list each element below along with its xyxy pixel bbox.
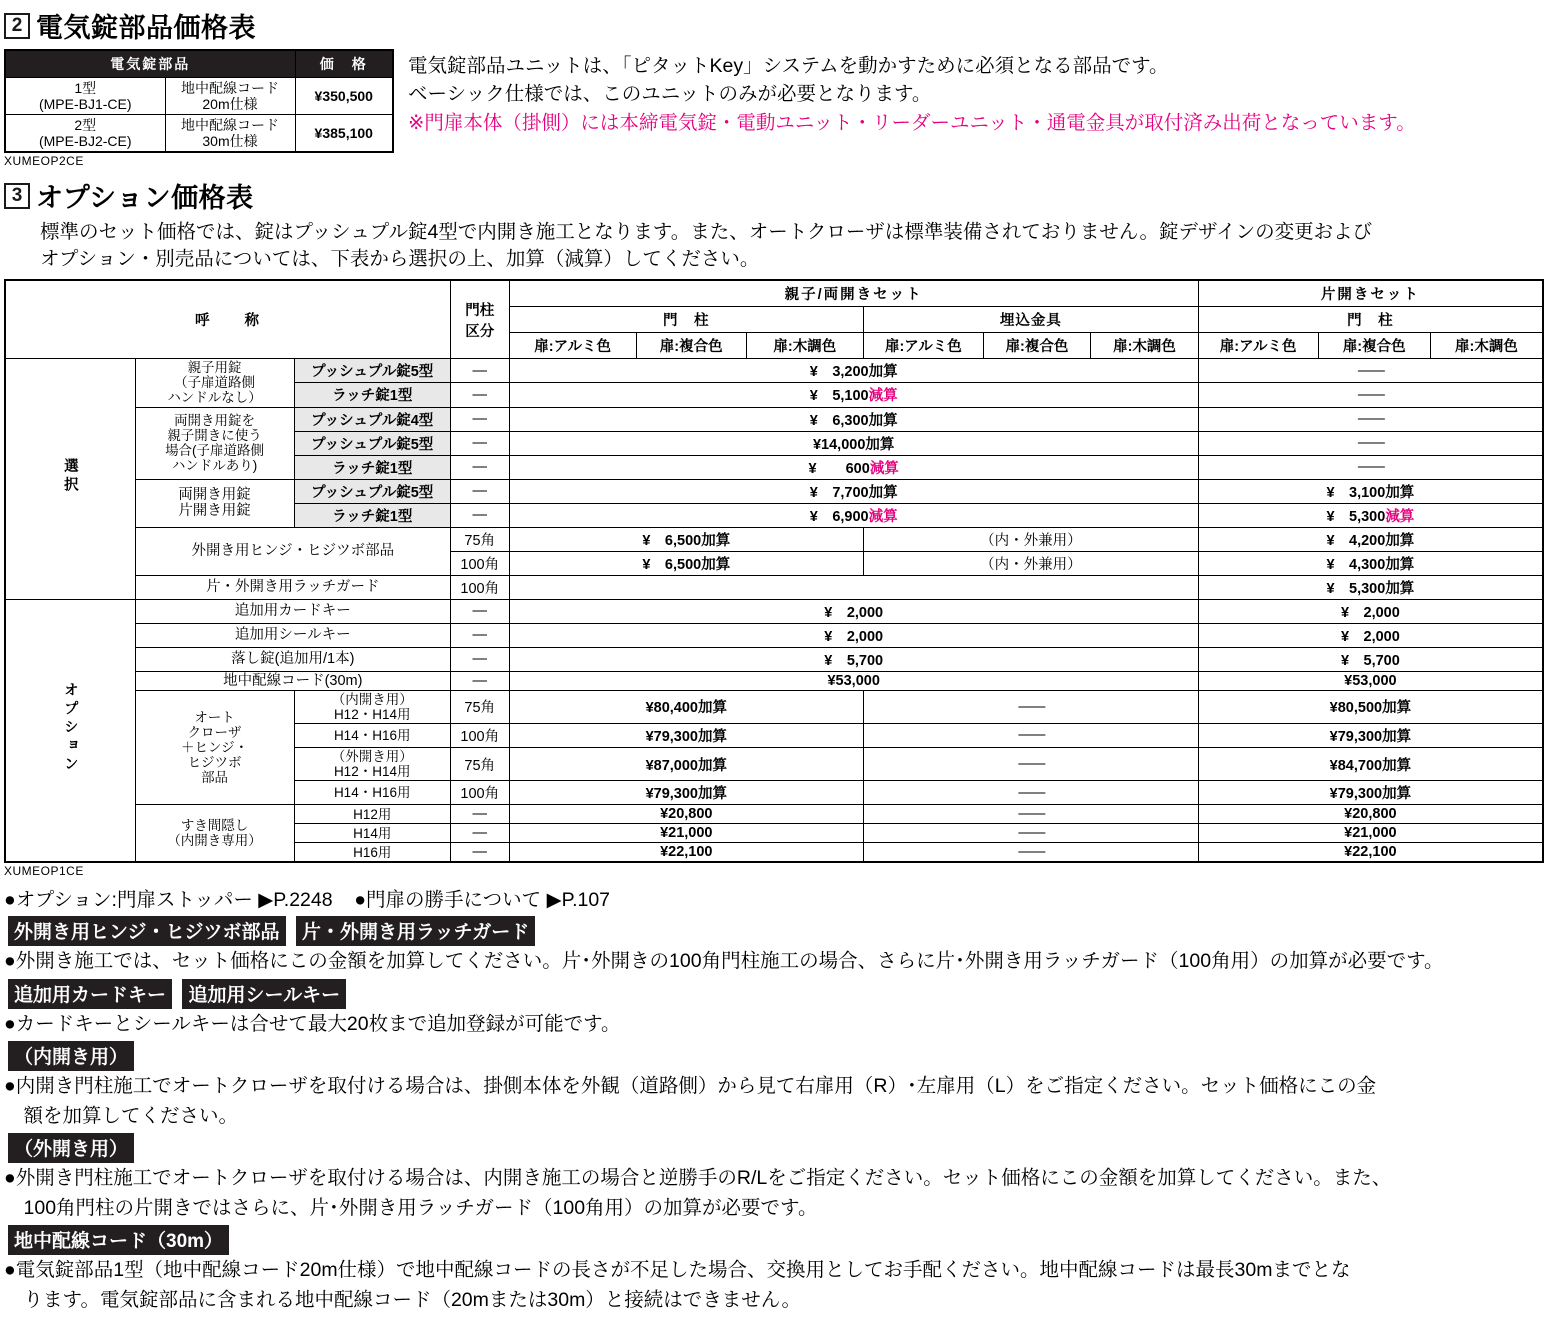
table-row	[5, 671, 1543, 690]
header-sub-monchu-oyako: 門 柱	[509, 307, 863, 333]
section-2-title: 電気錠部品価格表	[36, 13, 256, 43]
price-kata: ¥ 5,300加算	[1198, 575, 1543, 599]
price-oyako: ¥ 5,100減算	[509, 383, 1198, 407]
table-row	[5, 407, 1543, 431]
price-kata: ¥ 4,300加算	[1198, 551, 1543, 575]
lock-type: プッシュプル錠5型	[294, 359, 450, 383]
header-color-fukugou-2: 扉:複合色	[983, 333, 1091, 359]
kubun: ―	[450, 455, 509, 479]
kubun: ―	[450, 383, 509, 407]
lock-type: ラッチ錠1型	[294, 503, 450, 527]
price-oyako-blank	[509, 575, 1198, 599]
header-color-alumi-3: 扉:アルミ色	[1198, 333, 1318, 359]
closer-group-outer: （外開き用） H12・H14用	[294, 747, 450, 780]
header-sub-monchu-kata: 門 柱	[1198, 307, 1543, 333]
price-oyako: ¥53,000	[509, 671, 1198, 690]
lock-spec-1: 地中配線コード 20m仕様	[165, 78, 295, 115]
electric-lock-table-code: XUMEOP2CE	[4, 154, 84, 169]
header-color-alumi-1: 扉:アルミ色	[509, 333, 636, 359]
chip-underground-cord: 地中配線コード（30m）	[8, 1225, 229, 1255]
section-2-heading	[4, 6, 1560, 45]
price-monchu: ¥20,800	[509, 805, 863, 824]
kubun: ―	[450, 503, 509, 527]
row-name-drop-lock: 落し錠(追加用/1本)	[135, 647, 450, 671]
link-stopper-bullet: ●	[4, 889, 16, 912]
price-kata: ¥80,500加算	[1198, 690, 1543, 723]
table-row	[5, 623, 1543, 647]
row-name-oyako-lock: 親子用錠 （子扉道路側 ハンドルなし）	[135, 359, 294, 407]
note-block-1-line-1: ●外開き施工では、セット価格にこの金額を加算してください。片･外開きの100角門柱施工の場合、さらに片･外開き用ラッチガード（100角用）の加算が必要です。	[4, 950, 1444, 973]
chip-latch-guard: 片・外開き用ラッチガード	[296, 916, 535, 946]
kubun: 75角	[450, 527, 509, 551]
price-oyako: ¥ 2,000	[509, 599, 1198, 623]
section-2-number: 2	[4, 13, 30, 39]
lock-type: プッシュプル錠5型	[294, 479, 450, 503]
section-3-number: 3	[4, 183, 30, 209]
lock-type: ラッチ錠1型	[294, 455, 450, 479]
kubun: ―	[450, 479, 509, 503]
row-name-gap-cover: すき間隠し （内開き専用）	[135, 805, 294, 863]
row-name-hinge: 外開き用ヒンジ・ヒジツボ部品	[135, 527, 450, 575]
table-row	[5, 479, 1543, 503]
table-row	[5, 78, 393, 115]
note-block-5-line-2: ります。電気錠部品に含まれる地中配線コード（20mまたは30m）と接続はできません。	[4, 1288, 801, 1311]
price-kata-dash	[1198, 359, 1543, 383]
price-umekomi-dash	[863, 747, 1198, 780]
electric-lock-table-wrap	[0, 49, 394, 168]
link-stopper-text[interactable]: オプション:門扉ストッパー	[15, 889, 253, 912]
price-umekomi-note: （内・外兼用）	[863, 551, 1198, 575]
option-table-code: XUMEOP1CE	[4, 864, 84, 879]
section-2-note-2: ベーシック仕様では、このユニットのみが必要となります。	[408, 83, 932, 106]
note-block-4-line-2: 100角門柱の片開きではさらに、片･外開き用ラッチガード（100角用）の加算が必要です。	[4, 1196, 818, 1219]
row-name-underground-cord: 地中配線コード(30m)	[135, 671, 450, 690]
price-kata: ¥ 2,000	[1198, 599, 1543, 623]
price-umekomi-dash	[863, 723, 1198, 747]
category-option: オプション	[5, 599, 135, 862]
price-oyako: ¥ 6,900減算	[509, 503, 1198, 527]
chip-seal-key: 追加用シールキー	[182, 979, 346, 1009]
note-block-4-chips	[8, 1133, 1552, 1163]
table-row	[5, 527, 1543, 551]
price-umekomi-dash	[863, 805, 1198, 824]
electric-lock-header-price: 価 格	[295, 50, 393, 78]
header-color-mokucho-3: 扉:木調色	[1430, 333, 1543, 359]
price-umekomi-dash	[863, 781, 1198, 805]
lock-price-1: ¥350,500	[295, 78, 393, 115]
table-row	[5, 359, 1543, 383]
row-name-latch-guard: 片・外開き用ラッチガード	[135, 575, 450, 599]
price-monchu: ¥ 6,500加算	[509, 551, 863, 575]
note-block-5-line-1: ●電気錠部品1型（地中配線コード20m仕様）で地中配線コードの長さが不足した場合、交換用としてお手配ください。地中配線コードは最長30mまでとな	[4, 1259, 1351, 1282]
kubun: 75角	[450, 747, 509, 780]
header-color-alumi-2: 扉:アルミ色	[863, 333, 983, 359]
price-monchu: ¥79,300加算	[509, 723, 863, 747]
price-kata: ¥79,300加算	[1198, 723, 1543, 747]
header-color-mokucho-1: 扉:木調色	[746, 333, 863, 359]
section-2-body	[0, 49, 1560, 168]
row-name-ryoubiraki-to-oyako: 両開き用錠を 親子開きに使う 場合(子扉道路側 ハンドルあり)	[135, 407, 294, 479]
price-kata: ¥ 2,000	[1198, 623, 1543, 647]
table-row	[5, 690, 1543, 723]
chip-outer-open: （外開き用）	[8, 1133, 134, 1163]
kubun: ―	[450, 599, 509, 623]
header-group-kata: 片開きセット	[1198, 280, 1543, 307]
price-monchu: ¥21,000	[509, 824, 863, 843]
section-3-title: オプション価格表	[36, 183, 254, 214]
electric-lock-price-table	[4, 49, 394, 153]
price-kata-dash	[1198, 407, 1543, 431]
link-katte-bullet: ●	[354, 889, 367, 912]
kubun: ―	[450, 671, 509, 690]
price-kata-dash	[1198, 431, 1543, 455]
price-oyako: ¥ 7,700加算	[509, 479, 1198, 503]
note-blocks	[4, 916, 1556, 1313]
price-umekomi-note: （内・外兼用）	[863, 527, 1198, 551]
option-price-table	[4, 279, 1544, 863]
kubun: 100角	[450, 575, 509, 599]
price-kata: ¥22,100	[1198, 843, 1543, 863]
closer-size-outer-2: H14・H16用	[294, 781, 450, 805]
header-color-fukugou-3: 扉:複合色	[1318, 333, 1430, 359]
header-name: 呼 称	[5, 280, 450, 359]
section-2-notes	[408, 49, 1416, 138]
lock-model-2: 2型 (MPE-BJ2-CE)	[5, 115, 165, 153]
link-stopper-ref[interactable]: ▶P.2248	[258, 889, 333, 912]
closer-size-inner-2: H14・H16用	[294, 723, 450, 747]
note-block-2-chips	[8, 979, 1552, 1009]
price-kata: ¥21,000	[1198, 824, 1543, 843]
table-row	[5, 647, 1543, 671]
note-block-3-line-1: ●内開き門柱施工でオートクローザを取付ける場合は、掛側本体を外観（道路側）から見て右扉用（R）･左扉用（L）をご指定ください。セット価格にこの金	[4, 1075, 1377, 1098]
gap-size-3: H16用	[294, 843, 450, 863]
kubun: 100角	[450, 723, 509, 747]
note-block-2-line-1: ●カードキーとシールキーは合せて最大20枚まで追加登録が可能です。	[4, 1012, 621, 1035]
kubun: 100角	[450, 551, 509, 575]
gap-size-1: H12用	[294, 805, 450, 824]
price-kata: ¥ 3,100加算	[1198, 479, 1543, 503]
header-color-fukugou-1: 扉:複合色	[636, 333, 746, 359]
note-block-3-line-2: 額を加算してください。	[4, 1104, 239, 1127]
lock-spec-2: 地中配線コード 30m仕様	[165, 115, 295, 153]
price-kata: ¥ 5,300減算	[1198, 503, 1543, 527]
price-kata-dash	[1198, 455, 1543, 479]
chip-inner-open: （内開き用）	[8, 1041, 134, 1071]
link-katte-text[interactable]: 門扉の勝手について	[366, 889, 542, 912]
header-kubun: 門柱 区分	[450, 280, 509, 359]
price-monchu: ¥80,400加算	[509, 690, 863, 723]
header-color-mokucho-2: 扉:木調色	[1091, 333, 1199, 359]
lock-type: プッシュプル錠4型	[294, 407, 450, 431]
section-3-lead: 標準のセット価格では、錠はプッシュプル錠4型で内開き施工となります。また、オートクローザは標準装備されておりません。錠デザインの変更および オプション・別売品については、下表から選択の上、加算（減算）してください。	[40, 221, 1373, 271]
price-kata: ¥79,300加算	[1198, 781, 1543, 805]
table-row	[5, 599, 1543, 623]
kubun: ―	[450, 647, 509, 671]
lock-model-1: 1型 (MPE-BJ1-CE)	[5, 78, 165, 115]
note-block-4-line-1: ●外開き門柱施工でオートクローザを取付ける場合は、内開き施工の場合と逆勝手のR/Lをご指定ください。セット価格にこの金額を加算してください。また、	[4, 1167, 1392, 1190]
row-name-card-key: 追加用カードキー	[135, 599, 450, 623]
lock-type: ラッチ錠1型	[294, 383, 450, 407]
price-monchu: ¥22,100	[509, 843, 863, 863]
note-block-5-chips	[8, 1225, 1552, 1255]
kubun: ―	[450, 824, 509, 843]
kubun: ―	[450, 843, 509, 863]
closer-group-inner: （内開き用） H12・H14用	[294, 690, 450, 723]
section-3-heading	[4, 176, 1560, 215]
kubun: 75角	[450, 690, 509, 723]
chip-hinge: 外開き用ヒンジ・ヒジツボ部品	[8, 916, 286, 946]
header-sub-umekomi: 埋込金具	[863, 307, 1198, 333]
section-2-warning: ※門扉本体（掛側）には本締電気錠・電動ユニット・リーダーユニット・通電金具が取付済み出荷となっています。	[408, 111, 1416, 134]
price-oyako: ¥ 2,000	[509, 623, 1198, 647]
price-umekomi-dash	[863, 824, 1198, 843]
table-row	[5, 115, 393, 153]
price-kata-dash	[1198, 383, 1543, 407]
price-oyako: ¥ 3,200加算	[509, 359, 1198, 383]
row-name-seal-key: 追加用シールキー	[135, 623, 450, 647]
price-oyako: ¥ 6,300加算	[509, 407, 1198, 431]
row-name-ryoubiraki-katabiraki: 両開き用錠 片開き用錠	[135, 479, 294, 527]
category-select: 選択	[5, 359, 135, 599]
price-umekomi-dash	[863, 690, 1198, 723]
lock-price-2: ¥385,100	[295, 115, 393, 153]
kubun: ―	[450, 431, 509, 455]
price-oyako: ¥14,000加算	[509, 431, 1198, 455]
note-block-1-chips	[8, 916, 1552, 946]
kubun: 100角	[450, 781, 509, 805]
table-row	[5, 575, 1543, 599]
reference-links	[4, 884, 1556, 912]
kubun: ―	[450, 805, 509, 824]
lock-type: プッシュプル錠5型	[294, 431, 450, 455]
price-kata: ¥20,800	[1198, 805, 1543, 824]
price-kata: ¥ 5,700	[1198, 647, 1543, 671]
row-name-auto-closer: オート クローザ ＋ヒンジ・ ヒジツボ 部品	[135, 690, 294, 804]
gap-size-2: H14用	[294, 824, 450, 843]
kubun: ―	[450, 623, 509, 647]
kubun: ―	[450, 359, 509, 383]
price-monchu: ¥87,000加算	[509, 747, 863, 780]
price-kata: ¥ 4,200加算	[1198, 527, 1543, 551]
section-2-note-1: 電気錠部品ユニットは、「ピタットKey」システムを動かすために必須となる部品です。	[408, 55, 1169, 77]
chip-card-key: 追加用カードキー	[8, 979, 172, 1009]
electric-lock-header-parts: 電気錠部品	[5, 50, 295, 78]
link-katte-ref[interactable]: ▶P.107	[546, 889, 611, 912]
price-monchu: ¥79,300加算	[509, 781, 863, 805]
note-block-3-chips	[8, 1041, 1552, 1071]
table-row	[5, 805, 1543, 824]
price-kata: ¥53,000	[1198, 671, 1543, 690]
price-umekomi-dash	[863, 843, 1198, 863]
price-kata: ¥84,700加算	[1198, 747, 1543, 780]
price-oyako: ¥ 600減算	[509, 455, 1198, 479]
kubun: ―	[450, 407, 509, 431]
price-monchu: ¥ 6,500加算	[509, 527, 863, 551]
price-oyako: ¥ 5,700	[509, 647, 1198, 671]
header-group-oyako: 親子/両開きセット	[509, 280, 1198, 307]
